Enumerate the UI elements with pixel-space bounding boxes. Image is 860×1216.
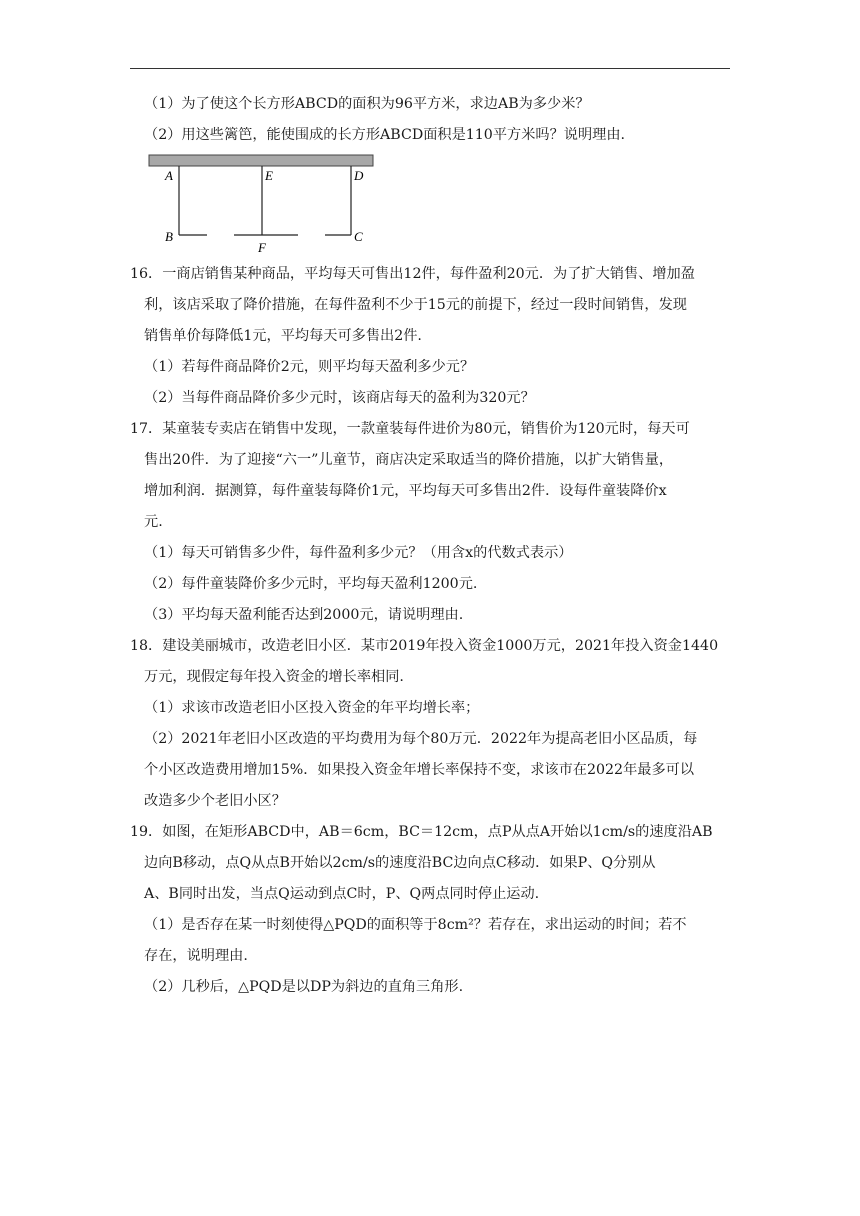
q16-part2: （2）当每件商品降价多少元时，该商店每天的盈利为320元？ xyxy=(144,390,535,406)
q16-line-3: 销售单价每降低1元，平均每天可多售出2件. xyxy=(144,328,422,344)
q19-part1-line-1: （1）是否存在某一时刻使得△PQD的面积等于8cm²？若存在，求出运动的时间；若不 xyxy=(144,917,687,933)
q17-part1: （1）每天可销售多少件，每件盈利多少元？（用含x的代数式表示） xyxy=(144,545,573,561)
q16-part1: （1）若每件商品降价2元，则平均每天盈利多少元？ xyxy=(144,359,475,375)
wall-bar xyxy=(149,155,373,166)
q18-part2-line-3: 改造多少个老旧小区？ xyxy=(144,793,286,809)
q19-line-2: 边向B移动，点Q从点B开始以2cm/s的速度沿BC边向点C移动．如果P、Q分别从 xyxy=(144,855,656,871)
fence-figure xyxy=(146,153,386,253)
q15-part2: （2）用这些篱笆，能使围成的长方形ABCD面积是110平方米吗？说明理由. xyxy=(144,127,626,143)
fence-diagram xyxy=(146,153,386,253)
q19-part1-line-2: 存在，说明理由. xyxy=(144,948,248,964)
q18-line-1: 18．建设美丽城市，改造老旧小区．某市2019年投入资金1000万元，2021年投入资金1440 xyxy=(130,638,719,654)
label-A: A xyxy=(165,168,173,183)
header-rule xyxy=(130,68,730,69)
q18-part2-line-2: 个小区改造费用增加15%．如果投入资金年增长率保持不变，求该市在2022年最多可以 xyxy=(144,762,695,778)
q17-part3: （3）平均每天盈利能否达到2000元，请说明理由. xyxy=(144,607,464,623)
document-page xyxy=(130,94,740,997)
q19-line-3: A、B同时出发，当点Q运动到点C时，P、Q两点同时停止运动. xyxy=(144,886,540,902)
q19-line-1: 19．如图，在矩形ABCD中，AB＝6cm，BC＝12cm，点P从点A开始以1cm/s的速度沿AB xyxy=(130,824,713,840)
label-D: D xyxy=(354,168,364,183)
label-B: B xyxy=(165,229,173,244)
q17-line-3: 增加利润．据测算，每件童装每降价1元，平均每天可多售出2件．设每件童装降价x xyxy=(144,483,667,499)
q17-part2: （2）每件童装降价多少元时，平均每天盈利1200元. xyxy=(144,576,478,592)
q18-part2-line-1: （2）2021年老旧小区改造的平均费用为每个80万元．2022年为提高老旧小区品质，每 xyxy=(144,731,698,747)
q19-part2: （2）几秒后，△PQD是以DP为斜边的直角三角形. xyxy=(144,979,464,995)
label-F: F xyxy=(258,240,266,253)
q15-part1: （1）为了使这个长方形ABCD的面积为96平方米，求边AB为多少米？ xyxy=(144,96,590,112)
q18-part1: （1）求该市改造老旧小区投入资金的年平均增长率； xyxy=(144,700,480,716)
label-E: E xyxy=(265,168,273,183)
q17-line-4: 元. xyxy=(144,514,163,530)
q17-line-1: 17．某童装专卖店在销售中发现，一款童装每件进价为80元，销售价为120元时，每天可 xyxy=(130,421,690,437)
q17-line-2: 售出20件．为了迎接“六一”儿童节，商店决定采取适当的降价措施，以扩大销售量， xyxy=(144,452,674,468)
q16-line-1: 16．一商店销售某种商品，平均每天可售出12件，每件盈利20元．为了扩大销售、增加盈 xyxy=(130,266,695,282)
label-C: C xyxy=(354,229,363,244)
q16-line-2: 利，该店采取了降价措施，在每件盈利不少于15元的前提下，经过一段时间销售，发现 xyxy=(144,297,687,313)
q18-line-2: 万元，现假定每年投入资金的增长率相同. xyxy=(144,669,404,685)
